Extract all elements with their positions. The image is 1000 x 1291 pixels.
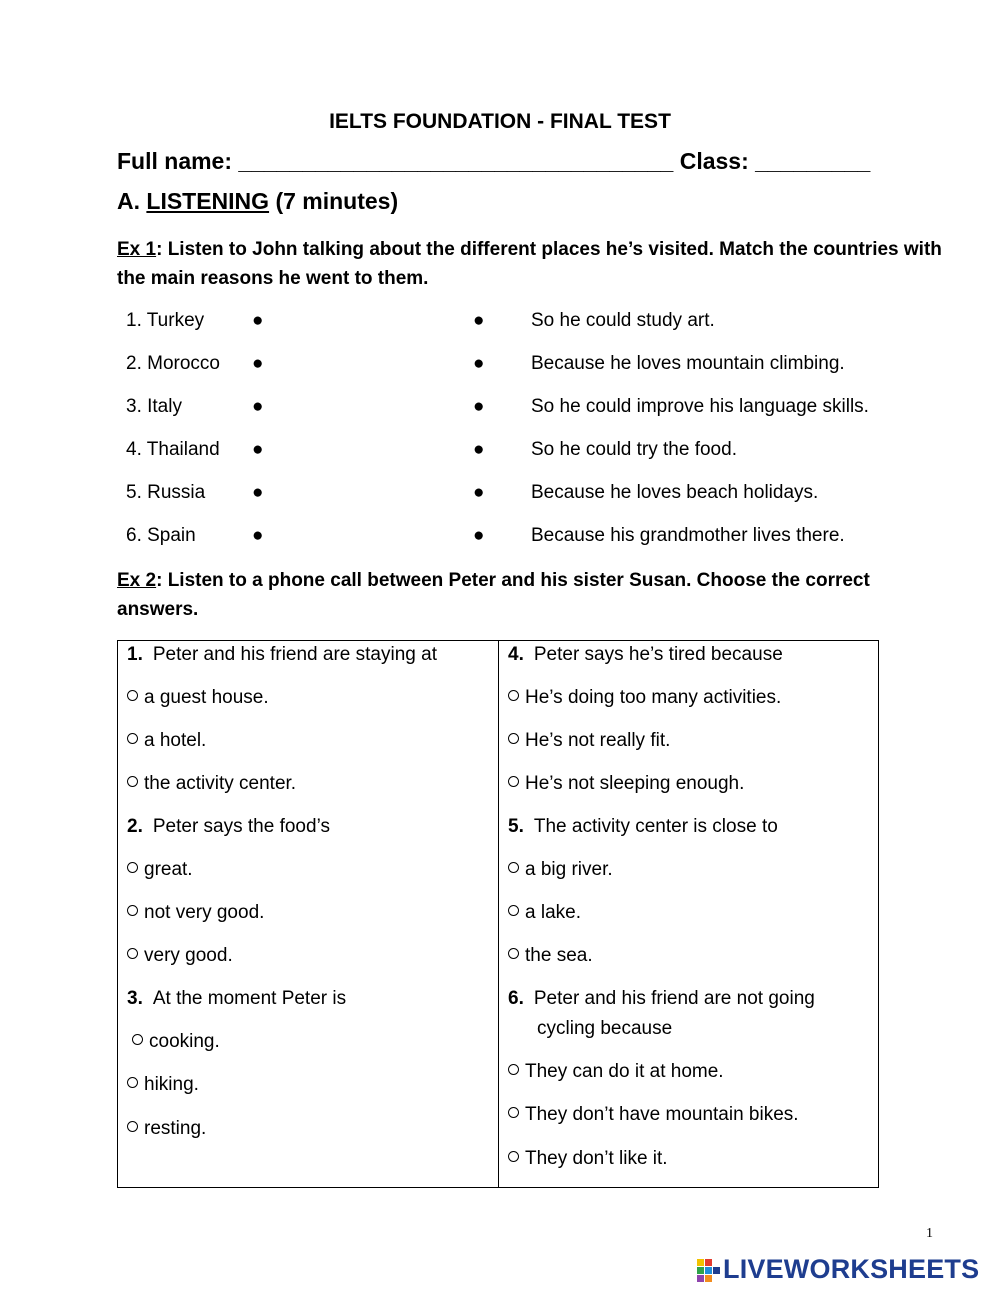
- question-text: Peter says the food’s: [152, 816, 330, 837]
- match-dot-left[interactable]: ●: [252, 439, 264, 460]
- answer-option[interactable]: [508, 859, 613, 881]
- radio-circle-icon[interactable]: [508, 1151, 519, 1162]
- option-label: a lake.: [525, 902, 581, 923]
- radio-circle-icon[interactable]: [127, 948, 138, 959]
- match-dot-left[interactable]: ●: [252, 310, 264, 331]
- option-label: a big river.: [525, 859, 613, 880]
- match-row: [0, 482, 1000, 512]
- question-6-continuation: cycling because: [537, 1018, 673, 1039]
- reason-label: Because he loves mountain climbing.: [531, 353, 845, 374]
- reason-label: So he could try the food.: [531, 439, 737, 460]
- match-row: [0, 353, 1000, 383]
- question-1: [127, 644, 437, 666]
- question-number: 1.: [127, 644, 143, 665]
- question-number: 4.: [508, 644, 524, 665]
- answer-option[interactable]: [508, 773, 744, 795]
- question-5: [508, 816, 778, 838]
- option-label: a guest house.: [144, 687, 269, 708]
- radio-circle-icon[interactable]: [508, 733, 519, 744]
- ex1-label: Ex 1: [117, 239, 157, 260]
- match-dot-right[interactable]: ●: [473, 439, 485, 460]
- left-column: [118, 641, 499, 1187]
- answer-option[interactable]: [127, 945, 233, 967]
- answer-option[interactable]: [508, 1061, 724, 1083]
- option-label: hiking.: [144, 1074, 199, 1095]
- option-label: He’s not sleeping enough.: [525, 773, 745, 794]
- section-duration: (7 minutes): [269, 188, 399, 214]
- match-dot-right[interactable]: ●: [473, 310, 485, 331]
- question-6: [508, 988, 815, 1010]
- country-label: 3. Italy: [126, 396, 182, 417]
- country-label: 6. Spain: [126, 525, 196, 546]
- match-dot-right[interactable]: ●: [473, 482, 485, 503]
- answer-option[interactable]: [127, 1074, 199, 1096]
- question-text: Peter says he’s tired because: [533, 644, 783, 665]
- answer-option[interactable]: [508, 730, 670, 752]
- ex2-text: : Listen to a phone call between Peter and his sister Susan. Choose the correct answers.: [117, 570, 870, 620]
- match-dot-left[interactable]: ●: [252, 525, 264, 546]
- answer-option[interactable]: [132, 1031, 220, 1053]
- page-number: 1: [926, 1226, 933, 1241]
- radio-circle-icon[interactable]: [508, 948, 519, 959]
- name-class-line: Full name: __________________________________ Class: _________: [117, 148, 871, 174]
- radio-circle-icon[interactable]: [508, 1064, 519, 1075]
- match-dot-right[interactable]: ●: [473, 396, 485, 417]
- question-number: 6.: [508, 988, 524, 1009]
- answer-option[interactable]: [508, 902, 581, 924]
- question-text: Peter and his friend are staying at: [152, 644, 437, 665]
- country-label: 2. Morocco: [126, 353, 220, 374]
- option-label: very good.: [144, 945, 233, 966]
- match-dot-right[interactable]: ●: [473, 353, 485, 374]
- section-title: LISTENING: [146, 188, 270, 214]
- question-text: At the moment Peter is: [152, 988, 347, 1009]
- radio-circle-icon[interactable]: [127, 776, 138, 787]
- radio-circle-icon[interactable]: [508, 1107, 519, 1118]
- ex1-instruction: [117, 235, 947, 293]
- radio-circle-icon[interactable]: [127, 905, 138, 916]
- ex2-label: Ex 2: [117, 570, 157, 591]
- match-row: [0, 396, 1000, 426]
- question-4: [508, 644, 783, 666]
- option-label: the sea.: [525, 945, 593, 966]
- question-number: 5.: [508, 816, 524, 837]
- question-3: [127, 988, 346, 1010]
- question-text: The activity center is close to: [533, 816, 778, 837]
- radio-circle-icon[interactable]: [127, 1077, 138, 1088]
- question-number: 3.: [127, 988, 143, 1009]
- question-2: [127, 816, 330, 838]
- page-title: IELTS FOUNDATION - FINAL TEST: [329, 110, 671, 133]
- liveworksheets-logo: [697, 1254, 979, 1286]
- option-label: resting.: [144, 1118, 207, 1139]
- section-heading-listening: [117, 188, 398, 215]
- section-prefix: A.: [117, 188, 147, 214]
- ex1-text: : Listen to John talking about the different places he’s visited. Match the countries with the main reasons he went to them.: [117, 239, 942, 289]
- answer-option[interactable]: [508, 1104, 799, 1126]
- match-dot-left[interactable]: ●: [252, 353, 264, 374]
- match-dot-left[interactable]: ●: [252, 396, 264, 417]
- answer-option[interactable]: [127, 1118, 206, 1140]
- liveworksheets-tiles-icon: [697, 1257, 721, 1283]
- radio-circle-icon[interactable]: [508, 905, 519, 916]
- answer-option[interactable]: [508, 687, 781, 709]
- reason-label: Because he loves beach holidays.: [531, 482, 819, 503]
- answer-option[interactable]: [127, 859, 193, 881]
- option-label: a hotel.: [144, 730, 207, 751]
- option-label: They can do it at home.: [525, 1061, 724, 1082]
- answer-option[interactable]: [127, 773, 296, 795]
- option-label: the activity center.: [144, 773, 297, 794]
- radio-circle-icon[interactable]: [127, 1121, 138, 1132]
- country-label: 4. Thailand: [126, 439, 220, 460]
- answer-option[interactable]: [127, 902, 264, 924]
- radio-circle-icon[interactable]: [127, 733, 138, 744]
- option-label: He’s doing too many activities.: [525, 687, 782, 708]
- answer-option[interactable]: [127, 730, 206, 752]
- question-text: Peter and his friend are not going: [533, 988, 815, 1009]
- option-label: cooking.: [149, 1031, 220, 1052]
- match-row: [0, 439, 1000, 469]
- match-dot-left[interactable]: ●: [252, 482, 264, 503]
- option-label: not very good.: [144, 902, 265, 923]
- match-row: [0, 310, 1000, 340]
- answer-option[interactable]: [127, 687, 269, 709]
- match-row: [0, 525, 1000, 555]
- right-column: [499, 641, 879, 1187]
- reason-label: So he could study art.: [531, 310, 715, 331]
- radio-circle-icon[interactable]: [508, 690, 519, 701]
- ex2-question-grid: [117, 640, 879, 1188]
- radio-circle-icon[interactable]: [508, 776, 519, 787]
- country-label: 5. Russia: [126, 482, 206, 503]
- option-label: They don’t like it.: [525, 1148, 668, 1169]
- radio-circle-icon[interactable]: [132, 1034, 143, 1045]
- ex2-instruction: [117, 566, 947, 624]
- liveworksheets-wordmark: LIVEWORKSHEETS: [723, 1254, 980, 1284]
- radio-circle-icon[interactable]: [127, 862, 138, 873]
- option-label: He’s not really fit.: [525, 730, 671, 751]
- radio-circle-icon[interactable]: [127, 690, 138, 701]
- question-number: 2.: [127, 816, 143, 837]
- match-dot-right[interactable]: ●: [473, 525, 485, 546]
- option-label: They don’t have mountain bikes.: [525, 1104, 799, 1125]
- reason-label: So he could improve his language skills.: [531, 396, 869, 417]
- answer-option[interactable]: [508, 1148, 668, 1170]
- radio-circle-icon[interactable]: [508, 862, 519, 873]
- reason-label: Because his grandmother lives there.: [531, 525, 845, 546]
- option-label: great.: [144, 859, 193, 880]
- answer-option[interactable]: [508, 945, 593, 967]
- country-label: 1. Turkey: [126, 310, 205, 331]
